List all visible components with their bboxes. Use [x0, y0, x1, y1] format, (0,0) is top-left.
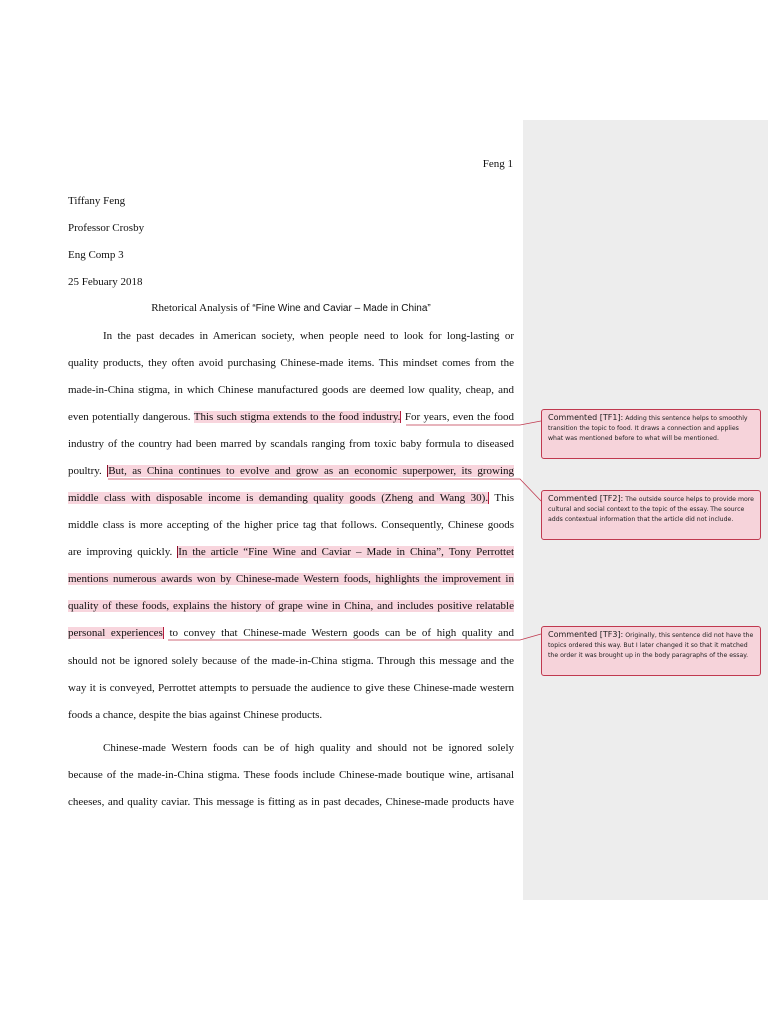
page-header-number: Feng 1	[482, 158, 513, 170]
para1-line-12-b: to convey that Chinese-made Western goods can be of high quality and	[163, 627, 514, 639]
para1-line-4-a: even potentially dangerous.	[68, 411, 194, 423]
para1-line-7	[68, 491, 514, 505]
comment-text: Adding this sentence helps to smoothly transition the topic to food. It draws a connection and applies what was mentioned before to what will be mentioned.	[548, 415, 748, 442]
comment-label: Commented [TF1]:	[548, 413, 624, 422]
comment-balloon-tf1[interactable]	[541, 409, 761, 459]
comment-label: Commented [TF3]:	[548, 630, 624, 639]
para1-line-10	[68, 572, 514, 586]
para1-line-12	[68, 626, 514, 640]
comment-anchor-tf3-end[interactable]: personal experiences	[68, 627, 163, 639]
para1-line-9	[68, 545, 514, 559]
comment-anchor-tf3-start[interactable]: In the article “Fine Wine and Caviar – Made in China”, Tony Perrottet	[178, 546, 515, 558]
comment-balloon-tf3[interactable]	[541, 626, 761, 676]
para1-line-3: made-in-China stigma, in which Chinese manufactured goods are deemed low quality, cheap, and	[68, 384, 514, 396]
para1-line-13: should not be ignored solely because of the made-in-China stigma. Through this message and the	[68, 655, 514, 667]
para1-line-4-c: For years, even the food	[401, 411, 515, 423]
para1-line-1: In the past decades in American society, when people need to look for long-lasting or	[103, 330, 514, 342]
para1-line-6-a: poultry.	[68, 465, 108, 477]
title-prefix: Rhetorical Analysis of	[151, 302, 253, 314]
comment-text: Originally, this sentence did not have the topics ordered this way. But I later changed it so that it matched the order it was brought up in the body paragraphs of the essay.	[548, 632, 754, 659]
comment-balloon-tf2[interactable]	[541, 490, 761, 540]
para1-line-14: way it is conveyed, Perrottet attempts to persuade the audience to give these Chinese-made western	[68, 682, 514, 694]
para2-line-1: Chinese-made Western foods can be of high quality and should not be ignored solely	[103, 742, 514, 754]
comment-anchor-tf3-mid2[interactable]: quality of these foods, explains the history of grape wine in China, and includes positive relatable	[68, 600, 514, 612]
para1-line-7-b: This	[489, 492, 514, 504]
para1-line-9-a: are improving quickly.	[68, 546, 178, 558]
para1-line-8: middle class is more accepting of the higher price tag that follows. Consequently, Chinese goods	[68, 519, 514, 531]
course-name: Eng Comp 3	[68, 249, 124, 261]
para1-line-5: industry of the country had been marred by scandals ranging from toxic baby formula to diseased	[68, 438, 514, 450]
essay-title	[68, 302, 514, 314]
professor-name: Professor Crosby	[68, 222, 145, 234]
para2-line-2: because of the made-in-China stigma. These foods include Chinese-made boutique wine, artisanal	[68, 769, 514, 781]
para1-line-4	[68, 410, 514, 424]
comment-anchor-tf3-mid1[interactable]: mentions numerous awards won by Chinese-made Western foods, highlights the improvement in	[68, 573, 514, 585]
para1-line-11	[68, 599, 514, 613]
comment-text: The outside source helps to provide more cultural and social context to the topic of the essay. The source adds contextual information that the article did not include.	[548, 496, 754, 523]
title-quoted: “Fine Wine and Caviar – Made in China”	[252, 303, 431, 314]
para1-line-15: foods a chance, despite the bias against Chinese products.	[68, 709, 323, 721]
para1-line-6	[68, 464, 514, 478]
comment-anchor-tf1[interactable]: This such stigma extends to the food industry.	[193, 411, 401, 423]
comment-label: Commented [TF2]:	[548, 494, 624, 503]
comment-anchor-tf2-end[interactable]: middle class with disposable income is demanding quality goods (Zheng and Wang 30).	[68, 492, 489, 504]
para1-line-2: quality products, they often avoid purchasing Chinese-made items. This mindset comes from the	[68, 357, 514, 369]
essay-date: 25 Febuary 2018	[68, 276, 143, 288]
para2-line-3: cheeses, and quality caviar. This message is fitting as in past decades, Chinese-made products have	[68, 796, 514, 808]
comment-anchor-tf2-start[interactable]: But, as China continues to evolve and grow as an economic superpower, its growing	[108, 465, 515, 477]
author-name: Tiffany Feng	[68, 195, 126, 207]
